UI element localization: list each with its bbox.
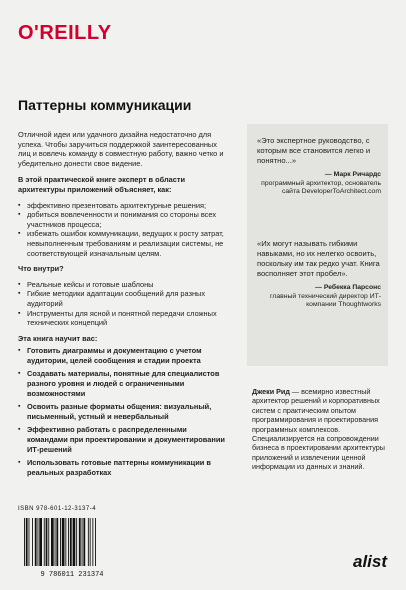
barcode-bar xyxy=(65,518,66,566)
quote-attribution xyxy=(257,171,381,197)
teach-list xyxy=(18,346,228,477)
list-item: ▪ Использовать готовые паттерны коммуникации в реальных разработках xyxy=(18,458,228,477)
list-item: ▪ Готовить диаграммы и документацию с учетом аудитории, целей сообщения и стадии проекта xyxy=(18,346,228,365)
explain-list xyxy=(18,201,228,259)
list-item: ▪ добиться вовлеченности и понимания со стороны всех участников процесса; xyxy=(18,210,228,229)
barcode-bar xyxy=(92,518,93,566)
quote-author: Ребекка Парсонс xyxy=(323,284,381,291)
list-item: ▪ Эффективно работать с распределенными командами при проектировании и документировании ИТ-решений xyxy=(18,425,228,454)
barcode-bar xyxy=(26,518,28,566)
quote-dash: — xyxy=(315,284,322,291)
list-item: ▪ Реальные кейсы и готовые шаблоны xyxy=(18,280,228,290)
quote-block xyxy=(257,136,381,197)
barcode-bar xyxy=(88,518,89,566)
barcode-bar xyxy=(70,518,72,566)
isbn-label: ISBN 978-601-12-3137-4 xyxy=(18,506,97,512)
list-item: ▪ Освоить разные форматы общения: визуальный, письменный, устный и невербальный xyxy=(18,402,228,421)
barcode-bar xyxy=(83,518,85,566)
description-column xyxy=(18,130,228,483)
barcode-bar xyxy=(56,518,58,566)
author-bio xyxy=(252,387,392,472)
barcode-bar xyxy=(68,518,69,566)
quote-author: Марк Ричардс xyxy=(333,171,381,178)
barcode xyxy=(18,516,126,578)
barcode-bar xyxy=(82,518,83,566)
barcode-bar xyxy=(90,518,91,566)
quote-author-role: главный технический директор ИТ-компании Thoughtworks xyxy=(270,292,381,309)
barcode-bar xyxy=(51,518,54,566)
barcode-bar xyxy=(62,518,65,566)
teach-heading: Эта книга научит вас: xyxy=(18,333,98,343)
quote-dash: — xyxy=(324,171,332,178)
page-title: Паттерны коммуникации xyxy=(18,97,192,113)
list-item: ▪ Гибкие методики адаптации сообщений для разных аудиторий xyxy=(18,289,228,308)
quote-author-role: программный архитектор, основатель сайта DeveloperToArchitect.com xyxy=(261,179,381,196)
quote-text: «Это экспертное руководство, с которым все становится легко и понятно...» xyxy=(257,136,371,165)
barcode-bar xyxy=(48,518,49,566)
barcode-bar xyxy=(95,518,96,566)
barcode-bar xyxy=(79,518,81,566)
barcode-bar xyxy=(24,518,25,566)
list-item: ▪ Инструменты для ясной и понятной передачи сложных технических концепций xyxy=(18,309,228,328)
barcode-bar xyxy=(60,518,61,566)
list-item: ▪ эффективно презентовать архитектурные решения; xyxy=(18,201,228,211)
barcode-digits: 9 786011 231374 xyxy=(40,571,104,578)
inside-heading: Что внутри? xyxy=(18,264,64,274)
author-name: Джеки Рид xyxy=(252,387,290,396)
barcode-bar xyxy=(73,518,76,566)
barcode-bar xyxy=(29,518,30,566)
inside-list xyxy=(18,280,228,328)
explain-heading: В этой практической книге эксперт в области архитектуры приложений объясняет, как: xyxy=(18,175,186,194)
barcode-bar xyxy=(38,518,39,566)
quote-block xyxy=(257,239,381,310)
quotes-panel xyxy=(247,124,388,366)
intro-paragraph: Отличной идеи или удачного дизайна недостаточно для успеха. Чтобы заручиться поддержкой заинтересованных лиц и вовлечь команду в совместную работу, важно четко и убедительно донести свое видение. xyxy=(18,130,224,168)
barcode-bar xyxy=(46,518,48,566)
publisher-logo-alist: alist xyxy=(353,552,388,571)
barcode-bar xyxy=(55,518,56,566)
list-item: ▪ Создавать материалы, понятные для специалистов разного уровня и людей с ограниченными возможностями xyxy=(18,369,228,398)
barcode-bar xyxy=(76,518,77,566)
barcode-bar xyxy=(39,518,42,566)
barcode-bar xyxy=(35,518,37,566)
quote-text: «Их могут называть гибкими навыками, но их нелегко освоить, поскольку им так редко учат. Книга восполняет этот пробел». xyxy=(257,239,380,278)
barcode-bar xyxy=(32,518,33,566)
publisher-logo: O'REILLY xyxy=(18,22,112,44)
barcode-bar xyxy=(44,518,45,566)
list-item: ▪ избежать ошибок коммуникации, ведущих к росту затрат, невыполненным требованиям и реализации системы, не соответствующей изначальным целям. xyxy=(18,229,228,258)
quote-attribution xyxy=(257,284,381,310)
author-bio-text: — всемирно известный архитектор решений и корпоративных систем с практическим опытом программирования и проектирования программных комплексов. Специализируется на сопровождении бизнеса в проектировании архитектуры приложений и извлечении ценной информации из данных и знаний. xyxy=(252,387,385,472)
